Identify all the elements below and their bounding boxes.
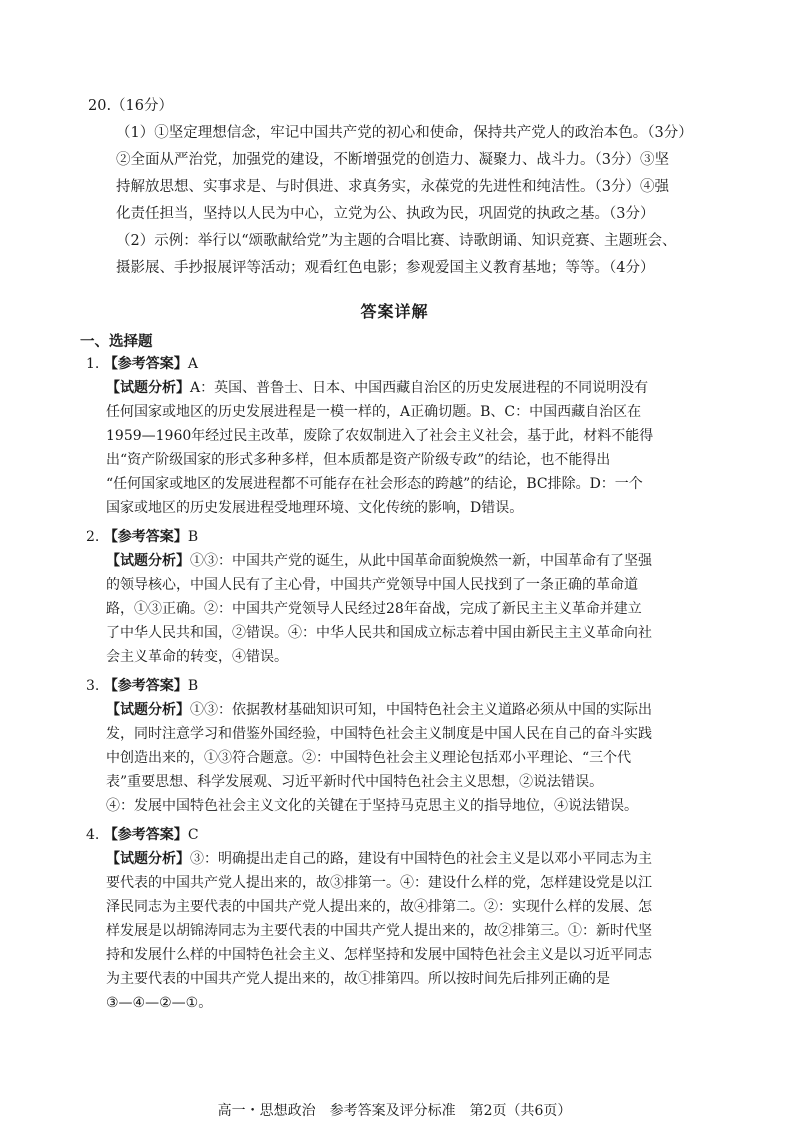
answer-value: B [187,529,199,545]
text-line: ③—④—②—①。 [106,995,213,1011]
answer-item [86,352,716,520]
text-line: （2）示例：举行以“颂歌献给党”为主题的合唱比赛、诗歌朗诵、知识竞赛、主题班会、 [116,233,677,249]
item-number: 2. [86,529,100,545]
text-line: 样发展是以胡锦涛同志为主要代表的中国共产党人提出来的，故②排第三。①：新时代坚 [106,923,652,939]
text-line: 国家或地区的历史发展进程受地理环境、文化传统的影响，D错误。 [106,500,524,516]
answer-label: 【参考答案】 [103,529,188,545]
text-line: ④：发展中国特色社会主义文化的关键在于坚持马克思主义的指导地位，④说法错误。 [106,798,638,814]
analysis [86,376,716,520]
item-number: 1. [86,356,100,372]
text-line: 要代表的中国共产党人提出来的，故③排第一。④：建设什么样的党，怎样建设党是以江 [106,875,652,891]
answer-list [86,352,716,1020]
text-line: ①③：依据教材基础知识可知，中国特色社会主义道路必须从中国的实际出 [190,702,652,718]
text-line: 持解放思想、实事求是、与时俱进、求真务实，永葆党的先进性和纯洁性。（3分）④强 [116,179,669,195]
text-line: （1）①坚定理想信念，牢记中国共产党的初心和使命，保持共产党人的政治本色。（3分） [116,125,693,141]
item-number: 3. [86,678,100,694]
text-line: 的领导核心，中国人民有了主心骨，中国共产党领导中国人民找到了一条正确的革命道 [106,577,638,593]
text-line: 出“资产阶级国家的形式多种多样，但本质都是资产阶级专政”的结论，也不能得出 [106,452,611,468]
text-line: 1959—1960年经过民主改革，废除了农奴制进入了社会主义社会，基于此，材料不能得 [106,428,654,444]
reference-answer [86,823,716,847]
analysis [86,847,716,1015]
answer-value: B [187,678,199,694]
answer-label: 【参考答案】 [103,356,188,372]
text-line: ③：明确提出走自己的路，建设有中国特色的社会主义是以邓小平同志为主 [190,851,652,867]
page-heading: 答案详解 [360,302,429,321]
reference-answer [86,525,716,549]
page-footer: 高一・思想政治 参考答案及评分标准 第2页（共6页） [217,1103,572,1119]
question-20-answer [88,93,718,282]
text-line: 泽民同志为主要代表的中国共产党人提出来的，故④排第二。②：实现什么样的发展、怎 [106,899,652,915]
analysis-label: 【试题分析】 [106,702,190,718]
item-number: 4. [86,827,100,843]
text-line: 任何国家或地区的历史发展进程是一模一样的，A正确切题。B、C：中国西藏自治区在 [106,404,642,420]
analysis [86,698,716,818]
answer-value: A [187,356,198,372]
answer-item [86,525,716,669]
text-line: 持和发展什么样的中国特色社会主义、怎样坚持和发展中国特色社会主义是以习近平同志 [106,947,652,963]
part-1 [88,120,718,228]
text-line: 了中华人民共和国，②错误。④：中华人民共和国成立标志着中国由新民主主义革命向社 [106,625,652,641]
text-line: ①③：中国共产党的诞生，从此中国革命面貌焕然一新，中国革命有了坚强 [190,553,652,569]
analysis-label: 【试题分析】 [106,553,190,569]
answer-item [86,674,716,818]
analysis-label: 【试题分析】 [106,851,190,867]
question-20-header: 20.（16分） [88,98,174,114]
text-line: 为主要代表的中国共产党人提出来的，故①排第四。所以按时间先后排列正确的是 [106,971,610,987]
answer-value: C [187,827,199,843]
text-line: 路，①③正确。②：中国共产党领导人民经过28年奋战，完成了新民主主义革命并建立 [106,601,642,617]
reference-answer [86,352,716,376]
analysis [86,549,716,669]
text-line: 中创造出来的，①③符合题意。②：中国特色社会主义理论包括邓小平理论、“三个代 [106,750,632,766]
text-line: 会主义革命的转变，④错误。 [106,649,288,665]
text-line: ②全面从严治党，加强党的建设，不断增强党的创造力、凝聚力、战斗力。（3分）③坚 [116,152,669,168]
answer-label: 【参考答案】 [103,678,188,694]
text-line: 化责任担当，坚持以人民为中心，立党为公、执政为民，巩固党的执政之基。（3分） [116,206,655,222]
section-title: 一、选择题 [80,333,153,350]
analysis-label: 【试题分析】 [106,380,190,396]
text-line: 表”重要思想、科学发展观、习近平新时代中国特色社会主义思想，②说法错误。 [106,774,604,790]
part-2 [88,228,718,282]
text-line: 发，同时注意学习和借鉴外国经验，中国特色社会主义制度是中国人民在自己的奋斗实践 [106,726,652,742]
text-line: 摄影展、手抄报展评等活动；观看红色电影；参观爱国主义教育基地；等等。（4分） [116,260,655,276]
text-line: “任何国家或地区的发展进程都不可能存在社会形态的跨越”的结论，BC排除。D：一个 [106,476,643,492]
answer-label: 【参考答案】 [103,827,188,843]
reference-answer [86,674,716,698]
text-line: A：英国、普鲁士、日本、中国西藏自治区的历史发展进程的不同说明没有 [190,380,649,396]
answer-item [86,823,716,1015]
